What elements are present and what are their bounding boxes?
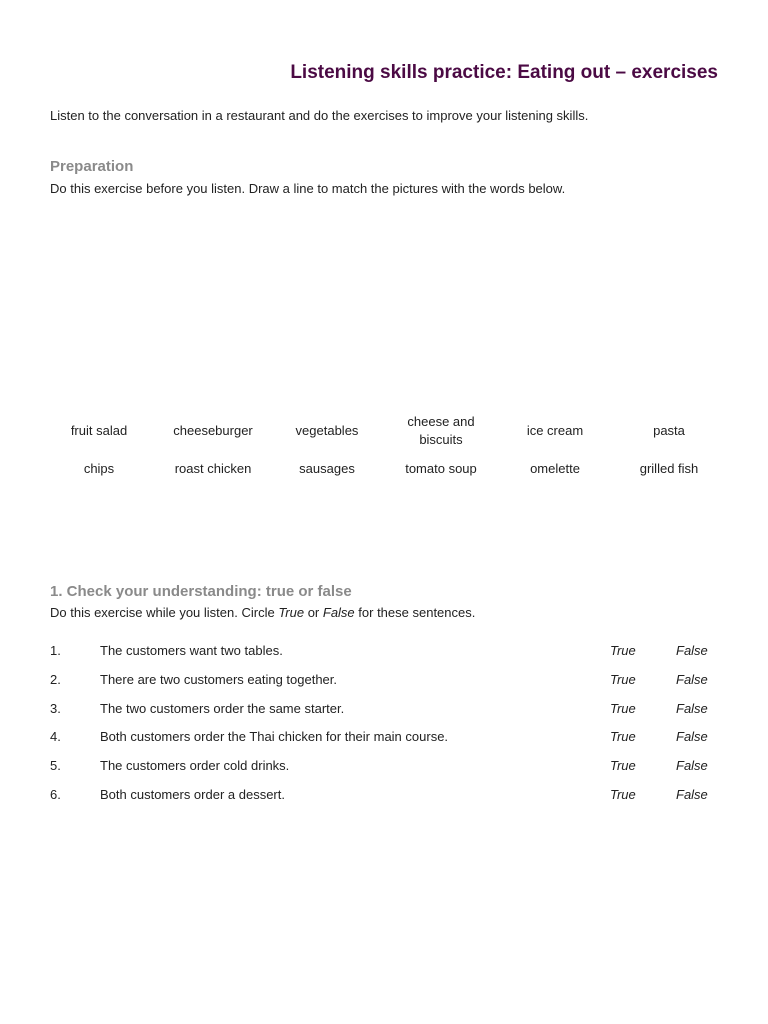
item-number: 2. xyxy=(50,671,61,687)
item-statement: There are two customers eating together. xyxy=(100,671,338,687)
word-cell xyxy=(384,452,498,486)
word-line: sausages xyxy=(299,461,355,476)
preparation-instruction: Do this exercise before you listen. Draw a line to match the pictures with the words below. xyxy=(50,181,566,196)
word-line: fruit salad xyxy=(70,423,128,438)
word-label xyxy=(296,422,359,440)
item-statement: The customers want two tables. xyxy=(100,643,283,658)
true-option[interactable]: True xyxy=(610,786,636,802)
instruction-true: True xyxy=(278,605,305,620)
word-line: grilled fish xyxy=(639,461,699,476)
word-cell xyxy=(156,410,270,452)
item-number: 6. xyxy=(50,786,61,802)
word-label xyxy=(84,460,114,478)
word-label xyxy=(653,422,685,440)
word-label xyxy=(299,460,355,478)
true-false-row xyxy=(50,641,720,670)
word-line: roast chicken xyxy=(174,461,252,476)
preparation-heading: Preparation xyxy=(50,158,134,175)
word-cell xyxy=(498,452,612,486)
true-option[interactable]: True xyxy=(610,643,636,658)
item-number: 3. xyxy=(50,700,61,716)
word-label xyxy=(407,413,474,449)
true-false-list xyxy=(50,641,720,814)
item-statement: Both customers order a dessert. xyxy=(100,786,285,802)
instruction-or: or xyxy=(304,605,323,620)
item-statement: The customers order cold drinks. xyxy=(100,758,290,774)
word-line: cheese and xyxy=(407,414,475,429)
item-number: 5. xyxy=(50,758,61,774)
word-cell xyxy=(42,452,156,486)
word-label xyxy=(405,460,477,478)
word-label xyxy=(527,422,583,440)
false-option[interactable]: False xyxy=(676,786,708,802)
word-cell xyxy=(156,452,270,486)
word-label xyxy=(530,460,580,478)
true-option[interactable]: True xyxy=(610,758,636,774)
word-cell xyxy=(498,410,612,452)
word-grid xyxy=(42,410,726,486)
word-label xyxy=(175,460,252,478)
instruction-end: for these sentences. xyxy=(354,605,476,620)
word-line: vegetables xyxy=(295,423,359,438)
word-label xyxy=(71,422,127,440)
word-cell xyxy=(384,410,498,452)
true-option[interactable]: True xyxy=(610,729,636,745)
word-line: pasta xyxy=(653,423,685,438)
false-option[interactable]: False xyxy=(676,729,708,745)
word-line: tomato soup xyxy=(405,461,477,476)
word-line: chips xyxy=(83,461,115,476)
word-line: cheeseburger xyxy=(173,423,253,438)
false-option[interactable]: False xyxy=(676,758,708,774)
word-cell xyxy=(612,452,726,486)
false-option[interactable]: False xyxy=(676,643,708,658)
true-false-heading: 1. Check your understanding: true or false xyxy=(50,583,352,600)
true-option[interactable]: True xyxy=(610,700,636,716)
true-false-row xyxy=(50,699,720,728)
word-cell xyxy=(612,410,726,452)
page-title: Listening skills practice: Eating out – exercises xyxy=(290,62,718,83)
true-false-row xyxy=(50,727,720,756)
true-false-instruction xyxy=(50,605,475,620)
true-false-row xyxy=(50,756,720,785)
word-label xyxy=(173,422,253,440)
false-option[interactable]: False xyxy=(676,700,708,716)
true-false-row xyxy=(50,670,720,699)
word-cell xyxy=(270,452,384,486)
false-option[interactable]: False xyxy=(676,671,708,687)
instruction-start: Do this exercise while you listen. Circle xyxy=(50,605,279,620)
intro-text: Listen to the conversation in a restaurant and do the exercises to improve your listening skills. xyxy=(50,108,589,123)
word-line: biscuits xyxy=(419,432,463,447)
word-line: ice cream xyxy=(526,423,584,438)
true-option[interactable]: True xyxy=(610,671,636,687)
word-label xyxy=(640,460,699,478)
item-statement: The two customers order the same starter. xyxy=(100,700,345,716)
true-false-row xyxy=(50,785,720,814)
item-number: 1. xyxy=(50,643,61,658)
item-statement: Both customers order the Thai chicken for their main course. xyxy=(100,729,449,745)
word-line: omelette xyxy=(530,461,580,476)
word-cell xyxy=(42,410,156,452)
item-number: 4. xyxy=(50,729,61,745)
instruction-false: False xyxy=(322,605,355,620)
word-cell xyxy=(270,410,384,452)
